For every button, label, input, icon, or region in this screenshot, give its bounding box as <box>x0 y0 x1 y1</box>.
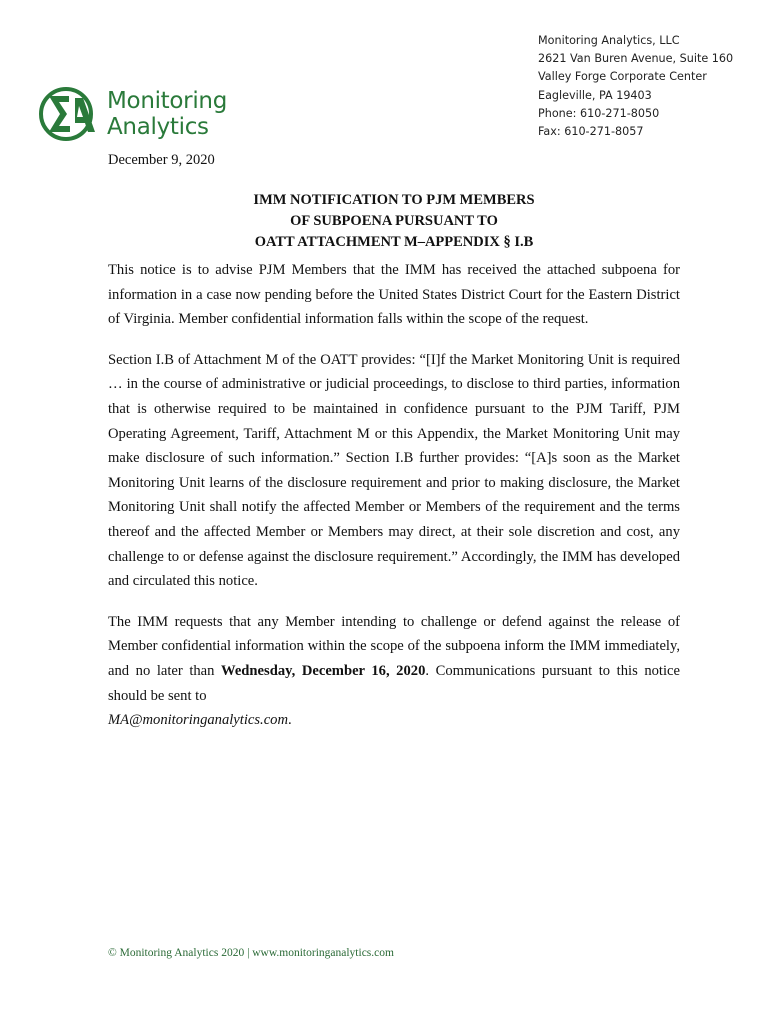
sigma-circle-logo-icon <box>39 86 101 142</box>
logo-line-2: Analytics <box>107 114 209 140</box>
paragraph-3-end: . <box>288 712 292 729</box>
paragraph-3-text-cont: . Communications pursuant to this notice should be sent to <box>108 662 680 704</box>
company-logo <box>39 86 239 146</box>
notice-body <box>108 258 680 749</box>
paragraph-1: This notice is to advise PJM Members that the IMM has received the attached subpoena for information in a case now pending before the United States District Court for the Eastern District of Virginia. Member confidential information falls within the scope of the request. <box>108 262 680 328</box>
title-line-1: IMM NOTIFICATION TO PJM MEMBERS <box>253 192 535 208</box>
notice-title <box>108 190 680 253</box>
contact-email-link[interactable]: MA@monitoringanalytics.com <box>108 712 289 729</box>
paragraph-3 <box>108 610 680 733</box>
paragraph-3-text: The IMM requests that any Member intending to challenge or defend against the release of Member confidential information within the scope of the subpoena inform the IMM immediately, and no later than <box>108 613 680 679</box>
logo-wordmark <box>107 88 227 140</box>
title-line-2: OF SUBPOENA PURSUANT TO <box>290 213 498 229</box>
address-street: 2621 Van Buren Avenue, Suite 160 <box>538 52 734 66</box>
address-fax: Fax: 610-271-8057 <box>538 125 644 139</box>
address-center: Valley Forge Corporate Center <box>538 70 707 84</box>
page-footer: © Monitoring Analytics 2020 | www.monitoringanalytics.com <box>108 947 394 959</box>
letterhead-address <box>538 32 733 141</box>
letter-date: December 9, 2020 <box>108 152 215 168</box>
address-company: Monitoring Analytics, LLC <box>538 34 680 47</box>
deadline-date: Wednesday, December 16, 2020 <box>221 662 426 679</box>
address-city: Eagleville, PA 19403 <box>538 88 652 102</box>
logo-line-1: Monitoring <box>107 88 227 114</box>
paragraph-2: Section I.B of Attachment M of the OATT provides: “[I]f the Market Monitoring Unit is required … in the course of administrative or judicial proceedings, to disclose to third parties, information that is otherwise required to be maintained in confidence pursuant to the PJM Tariff, PJM Operating Agreement, Tariff, Attachment M or this Appendix, the Market Monitoring Unit may make disclosure of such information.” Section I.B further provides: “[A]s soon as the Market Monitoring Unit learns of the disclosure requirement and prior to making disclosure, the Market Monitoring Unit shall notify the affected Member or Members of the requirement and the terms thereof and the affected Member or Members may direct, at their sole discretion and cost, any challenge to or defense against the disclosure requirement.” Accordingly, the IMM has developed and circulated this notice. <box>108 351 680 590</box>
address-phone: Phone: 610-271-8050 <box>538 106 660 120</box>
title-line-3: OATT ATTACHMENT M–APPENDIX § I.B <box>254 234 534 250</box>
